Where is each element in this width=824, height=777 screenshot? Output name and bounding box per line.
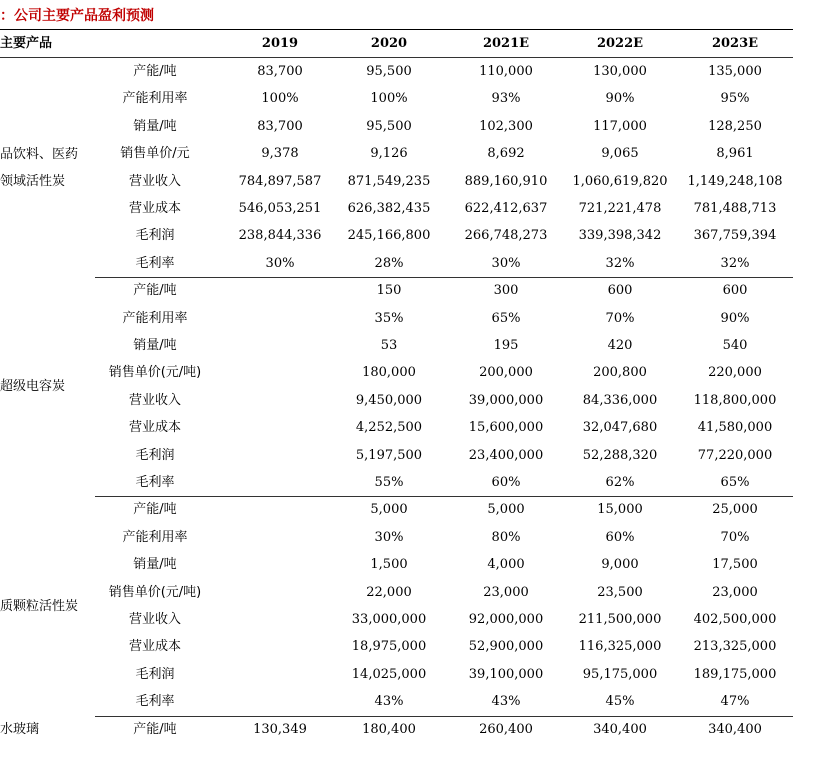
value-cell: 33,000,000 bbox=[351, 612, 427, 627]
value-cell: 25,000 bbox=[712, 502, 758, 518]
value-cell: 35% bbox=[374, 310, 404, 326]
value-cell: 90% bbox=[720, 310, 750, 326]
value-cell: 266,748,273 bbox=[464, 228, 548, 244]
value-cell: 220,000 bbox=[708, 365, 762, 381]
value-cell: 32% bbox=[720, 255, 750, 271]
value-cell: 55% bbox=[374, 475, 404, 490]
value-cell: 4,000 bbox=[487, 557, 525, 573]
value-cell: 626,382,435 bbox=[347, 201, 431, 216]
metric-label: 营业收入 bbox=[128, 612, 181, 627]
value-cell: 100% bbox=[261, 91, 299, 107]
value-cell: 84,336,000 bbox=[582, 392, 658, 408]
value-cell: 43% bbox=[374, 694, 404, 710]
value-cell: 130,000 bbox=[593, 64, 647, 79]
value-cell: 9,378 bbox=[261, 146, 299, 162]
value-cell bbox=[222, 359, 338, 386]
value-cell: 110,000 bbox=[479, 64, 533, 79]
value-cell: 15,000 bbox=[597, 502, 643, 518]
value-cell: 32,047,680 bbox=[582, 420, 658, 436]
metric-label: 毛利率 bbox=[135, 255, 175, 271]
value-cell: 117,000 bbox=[593, 118, 647, 134]
metric-label: 销售单价/元 bbox=[120, 146, 190, 162]
value-cell: 195 bbox=[493, 338, 519, 353]
value-cell: 45% bbox=[605, 694, 635, 710]
value-cell bbox=[222, 277, 338, 304]
value-cell: 1,500 bbox=[370, 557, 408, 573]
value-cell: 340,400 bbox=[593, 721, 647, 737]
value-cell: 43% bbox=[491, 694, 521, 710]
value-cell: 540 bbox=[722, 338, 748, 353]
value-cell: 15,600,000 bbox=[468, 420, 544, 436]
value-cell: 213,325,000 bbox=[693, 639, 777, 655]
value-cell: 32% bbox=[605, 255, 635, 271]
metric-label: 营业收入 bbox=[128, 173, 181, 189]
value-cell: 93% bbox=[491, 91, 521, 107]
value-cell: 1,149,248,108 bbox=[687, 173, 783, 189]
value-cell bbox=[222, 606, 338, 633]
metric-label: 产能/吨 bbox=[133, 64, 177, 79]
value-cell: 340,400 bbox=[708, 721, 762, 737]
metric-label: 产能利用率 bbox=[122, 529, 188, 545]
value-cell: 245,166,800 bbox=[347, 228, 431, 244]
value-cell: 30% bbox=[374, 529, 404, 545]
value-cell: 95,500 bbox=[366, 118, 412, 134]
value-cell: 150 bbox=[376, 283, 402, 299]
metric-label: 产能利用率 bbox=[122, 91, 188, 107]
value-cell: 60% bbox=[605, 529, 635, 545]
column-header-2023e: 2023E bbox=[711, 36, 759, 51]
metric-label: 产能利用率 bbox=[122, 310, 188, 326]
value-cell: 116,325,000 bbox=[578, 639, 662, 655]
product-category-name: 质颗粒活性炭 bbox=[0, 598, 79, 614]
value-cell: 80% bbox=[491, 529, 521, 545]
value-cell: 95,175,000 bbox=[582, 666, 658, 682]
value-cell: 128,250 bbox=[708, 118, 762, 134]
metric-label: 毛利润 bbox=[135, 447, 175, 463]
value-cell: 102,300 bbox=[479, 118, 533, 134]
value-cell bbox=[222, 688, 338, 715]
metric-label: 销售单价(元/吨) bbox=[108, 584, 202, 600]
product-category-name: 超级电容炭 bbox=[0, 379, 66, 395]
value-cell bbox=[222, 442, 338, 469]
value-cell: 17,500 bbox=[712, 557, 758, 573]
metric-label: 毛利率 bbox=[135, 694, 175, 710]
product-category-name: 领域活性炭 bbox=[0, 173, 66, 189]
value-cell: 9,065 bbox=[601, 146, 639, 162]
value-cell: 52,288,320 bbox=[582, 447, 658, 463]
value-cell: 402,500,000 bbox=[693, 612, 777, 627]
value-cell: 23,500 bbox=[597, 584, 643, 600]
value-cell: 135,000 bbox=[708, 64, 762, 79]
value-cell: 30% bbox=[491, 255, 521, 271]
value-cell: 60% bbox=[491, 475, 521, 490]
column-header-2022e: 2022E bbox=[596, 36, 644, 51]
metric-label: 毛利润 bbox=[135, 228, 175, 244]
value-cell: 300 bbox=[493, 283, 519, 299]
value-cell: 1,060,619,820 bbox=[572, 173, 668, 189]
value-cell: 200,000 bbox=[479, 365, 533, 381]
value-cell: 83,700 bbox=[257, 118, 303, 134]
metric-label: 销售单价(元/吨) bbox=[108, 365, 202, 381]
value-cell: 22,000 bbox=[366, 584, 412, 600]
metric-label: 产能/吨 bbox=[133, 721, 177, 737]
value-cell: 92,000,000 bbox=[468, 612, 544, 627]
value-cell: 9,126 bbox=[370, 146, 408, 162]
value-cell: 781,488,713 bbox=[693, 201, 777, 216]
value-cell: 784,897,587 bbox=[238, 173, 322, 189]
value-cell: 39,000,000 bbox=[468, 392, 544, 408]
value-cell: 23,000 bbox=[712, 584, 758, 600]
value-cell: 889,160,910 bbox=[464, 173, 548, 189]
value-cell: 47% bbox=[720, 694, 750, 710]
value-cell bbox=[222, 524, 338, 551]
value-cell: 339,398,342 bbox=[578, 228, 662, 244]
value-cell: 721,221,478 bbox=[578, 201, 662, 216]
value-cell: 83,700 bbox=[257, 64, 303, 79]
value-cell: 8,961 bbox=[716, 146, 754, 162]
value-cell: 238,844,336 bbox=[238, 228, 322, 244]
value-cell bbox=[222, 661, 338, 688]
value-cell bbox=[222, 414, 338, 441]
value-cell: 4,252,500 bbox=[355, 420, 423, 436]
value-cell: 8,692 bbox=[487, 146, 525, 162]
value-cell: 5,000 bbox=[370, 502, 408, 518]
value-cell: 100% bbox=[370, 91, 408, 107]
value-cell: 65% bbox=[491, 310, 521, 326]
column-header-2019: 2019 bbox=[261, 36, 299, 51]
value-cell: 9,450,000 bbox=[355, 392, 423, 408]
metric-label: 销量/吨 bbox=[133, 557, 177, 573]
value-cell: 600 bbox=[722, 283, 748, 299]
value-cell: 28% bbox=[374, 255, 404, 271]
value-cell: 70% bbox=[605, 310, 635, 326]
product-category-name: 品饮料、医药 bbox=[0, 146, 79, 162]
value-cell: 41,580,000 bbox=[697, 420, 773, 436]
metric-label: 营业收入 bbox=[128, 392, 181, 408]
value-cell: 600 bbox=[607, 283, 633, 299]
value-cell: 18,975,000 bbox=[351, 639, 427, 655]
value-cell: 871,549,235 bbox=[347, 173, 431, 189]
value-cell: 180,000 bbox=[362, 365, 416, 381]
value-cell: 65% bbox=[720, 475, 750, 490]
product-category-name: 水玻璃 bbox=[0, 721, 40, 737]
value-cell: 23,400,000 bbox=[468, 447, 544, 463]
value-cell: 189,175,000 bbox=[693, 666, 777, 682]
value-cell bbox=[222, 332, 338, 359]
metric-label: 营业成本 bbox=[128, 639, 181, 655]
metric-label: 销量/吨 bbox=[133, 118, 177, 134]
value-cell: 5,000 bbox=[487, 502, 525, 518]
value-cell: 53 bbox=[380, 338, 398, 353]
table-title: ：公司主要产品盈利预测 bbox=[0, 8, 154, 24]
metric-label: 毛利率 bbox=[135, 475, 175, 490]
value-cell bbox=[222, 387, 338, 414]
value-cell bbox=[222, 305, 338, 332]
value-cell: 95% bbox=[720, 91, 750, 107]
value-cell: 14,025,000 bbox=[351, 666, 427, 682]
value-cell: 9,000 bbox=[601, 557, 639, 573]
value-cell: 546,053,251 bbox=[238, 201, 322, 216]
value-cell: 420 bbox=[607, 338, 633, 353]
value-cell: 367,759,394 bbox=[693, 228, 777, 244]
column-header-product: 主要产品 bbox=[0, 36, 53, 51]
value-cell: 62% bbox=[605, 475, 635, 490]
metric-label: 营业成本 bbox=[128, 201, 181, 216]
value-cell: 260,400 bbox=[479, 721, 533, 737]
value-cell: 200,800 bbox=[593, 365, 647, 381]
value-cell: 52,900,000 bbox=[468, 639, 544, 655]
value-cell: 39,100,000 bbox=[468, 666, 544, 682]
value-cell: 30% bbox=[265, 255, 295, 271]
value-cell bbox=[222, 551, 338, 578]
metric-label: 毛利润 bbox=[135, 666, 175, 682]
column-header-2021e: 2021E bbox=[482, 36, 530, 51]
value-cell: 77,220,000 bbox=[697, 447, 773, 463]
value-cell: 95,500 bbox=[366, 64, 412, 79]
column-header-2020: 2020 bbox=[370, 36, 408, 51]
value-cell bbox=[222, 579, 338, 606]
value-cell bbox=[222, 496, 338, 523]
value-cell: 211,500,000 bbox=[578, 612, 662, 627]
value-cell: 622,412,637 bbox=[464, 201, 548, 216]
value-cell: 118,800,000 bbox=[693, 392, 777, 408]
metric-label: 营业成本 bbox=[128, 420, 181, 436]
metric-label: 产能/吨 bbox=[133, 283, 177, 299]
value-cell: 180,400 bbox=[362, 721, 416, 737]
value-cell bbox=[222, 633, 338, 660]
value-cell bbox=[222, 469, 338, 496]
value-cell: 90% bbox=[605, 91, 635, 107]
value-cell: 130,349 bbox=[253, 721, 307, 737]
value-cell: 5,197,500 bbox=[355, 447, 423, 463]
value-cell: 23,000 bbox=[483, 584, 529, 600]
metric-label: 销量/吨 bbox=[133, 338, 177, 353]
metric-label: 产能/吨 bbox=[133, 502, 177, 518]
value-cell: 70% bbox=[720, 529, 750, 545]
